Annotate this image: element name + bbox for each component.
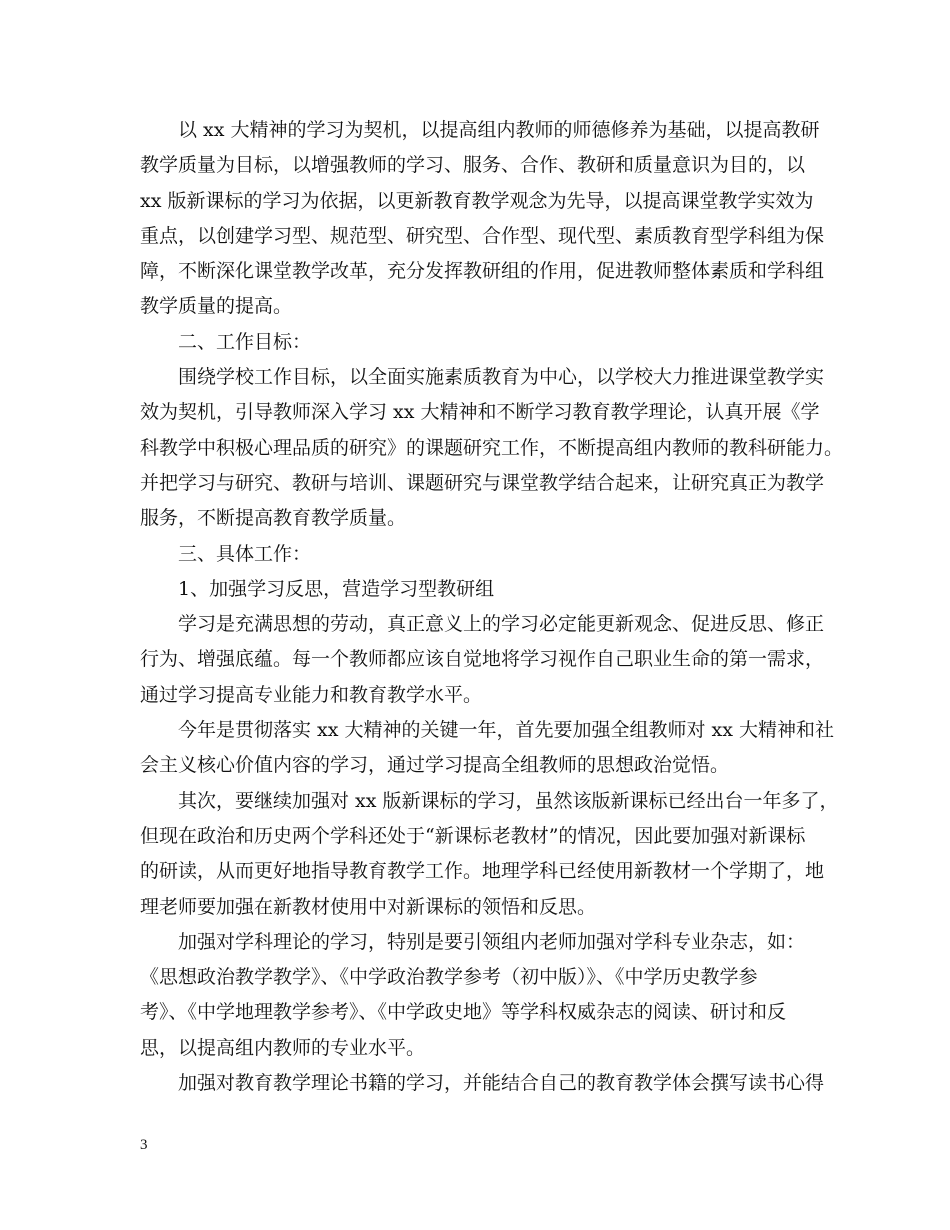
paragraph-learning xyxy=(140,607,823,713)
paragraph-curriculum xyxy=(140,784,839,925)
text-line: 会主义核心价值内容的学习，通过学习提高全组教师的思想政治觉悟。 xyxy=(140,754,730,777)
text-line: 科教学中积极心理品质的研究》的课题研究工作，不断提高组内教师的教科研能力。 xyxy=(140,436,844,459)
text-line: 加强对教育教学理论书籍的学习，并能结合自己的教育教学体会撰写读书心得 xyxy=(178,1072,825,1095)
text-line: 重点，以创建学习型、规范型、研究型、合作型、现代型、素质教育型学科组为保 xyxy=(140,224,825,247)
text-line: 《思想政治教学教学》、《中学政治教学参考（初中版）》、《中学历史教学参 xyxy=(140,966,758,989)
paragraph-books xyxy=(140,1066,823,1101)
text-line: 理老师要加强在新教材使用中对新课标的领悟和反思。 xyxy=(140,895,597,918)
document-body xyxy=(140,113,844,1101)
paragraph-theory xyxy=(140,925,823,1066)
text-line: 以 xx 大精神的学习为契机，以提高组内教师的师德修养为基础，以提高教研 xyxy=(178,119,820,141)
text-line: 思，以提高组内教师的专业水平。 xyxy=(140,1036,426,1059)
section-heading-tasks xyxy=(140,537,823,572)
paragraph-intro xyxy=(140,113,823,325)
text-line: 加强对学科理论的学习，特别是要引领组内老师加强对学科专业杂志，如： xyxy=(178,930,806,953)
text-line: 学习是充满思想的劳动，真正意义上的学习必定能更新观念、促进反思、修正 xyxy=(178,613,825,636)
text-line: 教学质量为目标，以增强教师的学习、服务、合作、教研和质量意识为目的，以 xyxy=(140,154,806,177)
text-line: 教学质量的提高。 xyxy=(140,295,293,318)
heading-line: 三、具体工作： xyxy=(178,542,312,565)
text-line: 服务，不断提高教育教学质量。 xyxy=(140,507,407,530)
text-line: 但现在政治和历史两个学科还处于“新课标老教材”的情况，因此要加强对新课标 xyxy=(140,824,806,847)
text-line: 考》、《中学地理教学参考》、《中学政史地》等学科权威杂志的阅读、研讨和反 xyxy=(140,1001,787,1024)
heading-line: 1、加强学习反思，营造学习型教研组 xyxy=(178,577,495,600)
text-line: 其次，要继续加强对 xx 版新课标的学习，虽然该版新课标已经出台一年多了， xyxy=(178,789,839,812)
paragraph-goals xyxy=(140,360,844,536)
page-number: 3 xyxy=(140,1137,148,1153)
heading-line: 二、工作目标： xyxy=(178,330,312,353)
text-line: 效为契机，引导教师深入学习 xx 大精神和不断学习教育教学理论，认真开展《学 xyxy=(140,401,820,424)
subheading-learning xyxy=(140,572,823,607)
paragraph-this-year xyxy=(140,713,835,784)
text-line: 围绕学校工作目标，以全面实施素质教育为中心，以学校大力推进课堂教学实 xyxy=(178,366,825,389)
text-line: 通过学习提高专业能力和教育教学水平。 xyxy=(140,683,483,706)
section-heading-goals xyxy=(140,325,823,360)
text-line: 的研读，从而更好地指导教育教学工作。地理学科已经使用新教材一个学期了，地 xyxy=(140,860,825,883)
text-line: xx 版新课标的学习为依据，以更新教育教学观念为先导，以提高课堂教学实效为 xyxy=(140,189,814,212)
text-line: 并把学习与研究、教研与培训、课题研究与课堂教学结合起来，让研究真正为教学 xyxy=(140,471,825,494)
text-line: 行为、增强底蕴。每一个教师都应该自觉地将学习视作自己职业生命的第一需求， xyxy=(140,648,825,671)
text-line: 今年是贯彻落实 xx 大精神的关键一年，首先要加强全组教师对 xx 大精神和社 xyxy=(178,719,835,742)
text-line: 障，不断深化课堂教学改革，充分发挥教研组的作用，促进教师整体素质和学科组 xyxy=(140,260,825,283)
